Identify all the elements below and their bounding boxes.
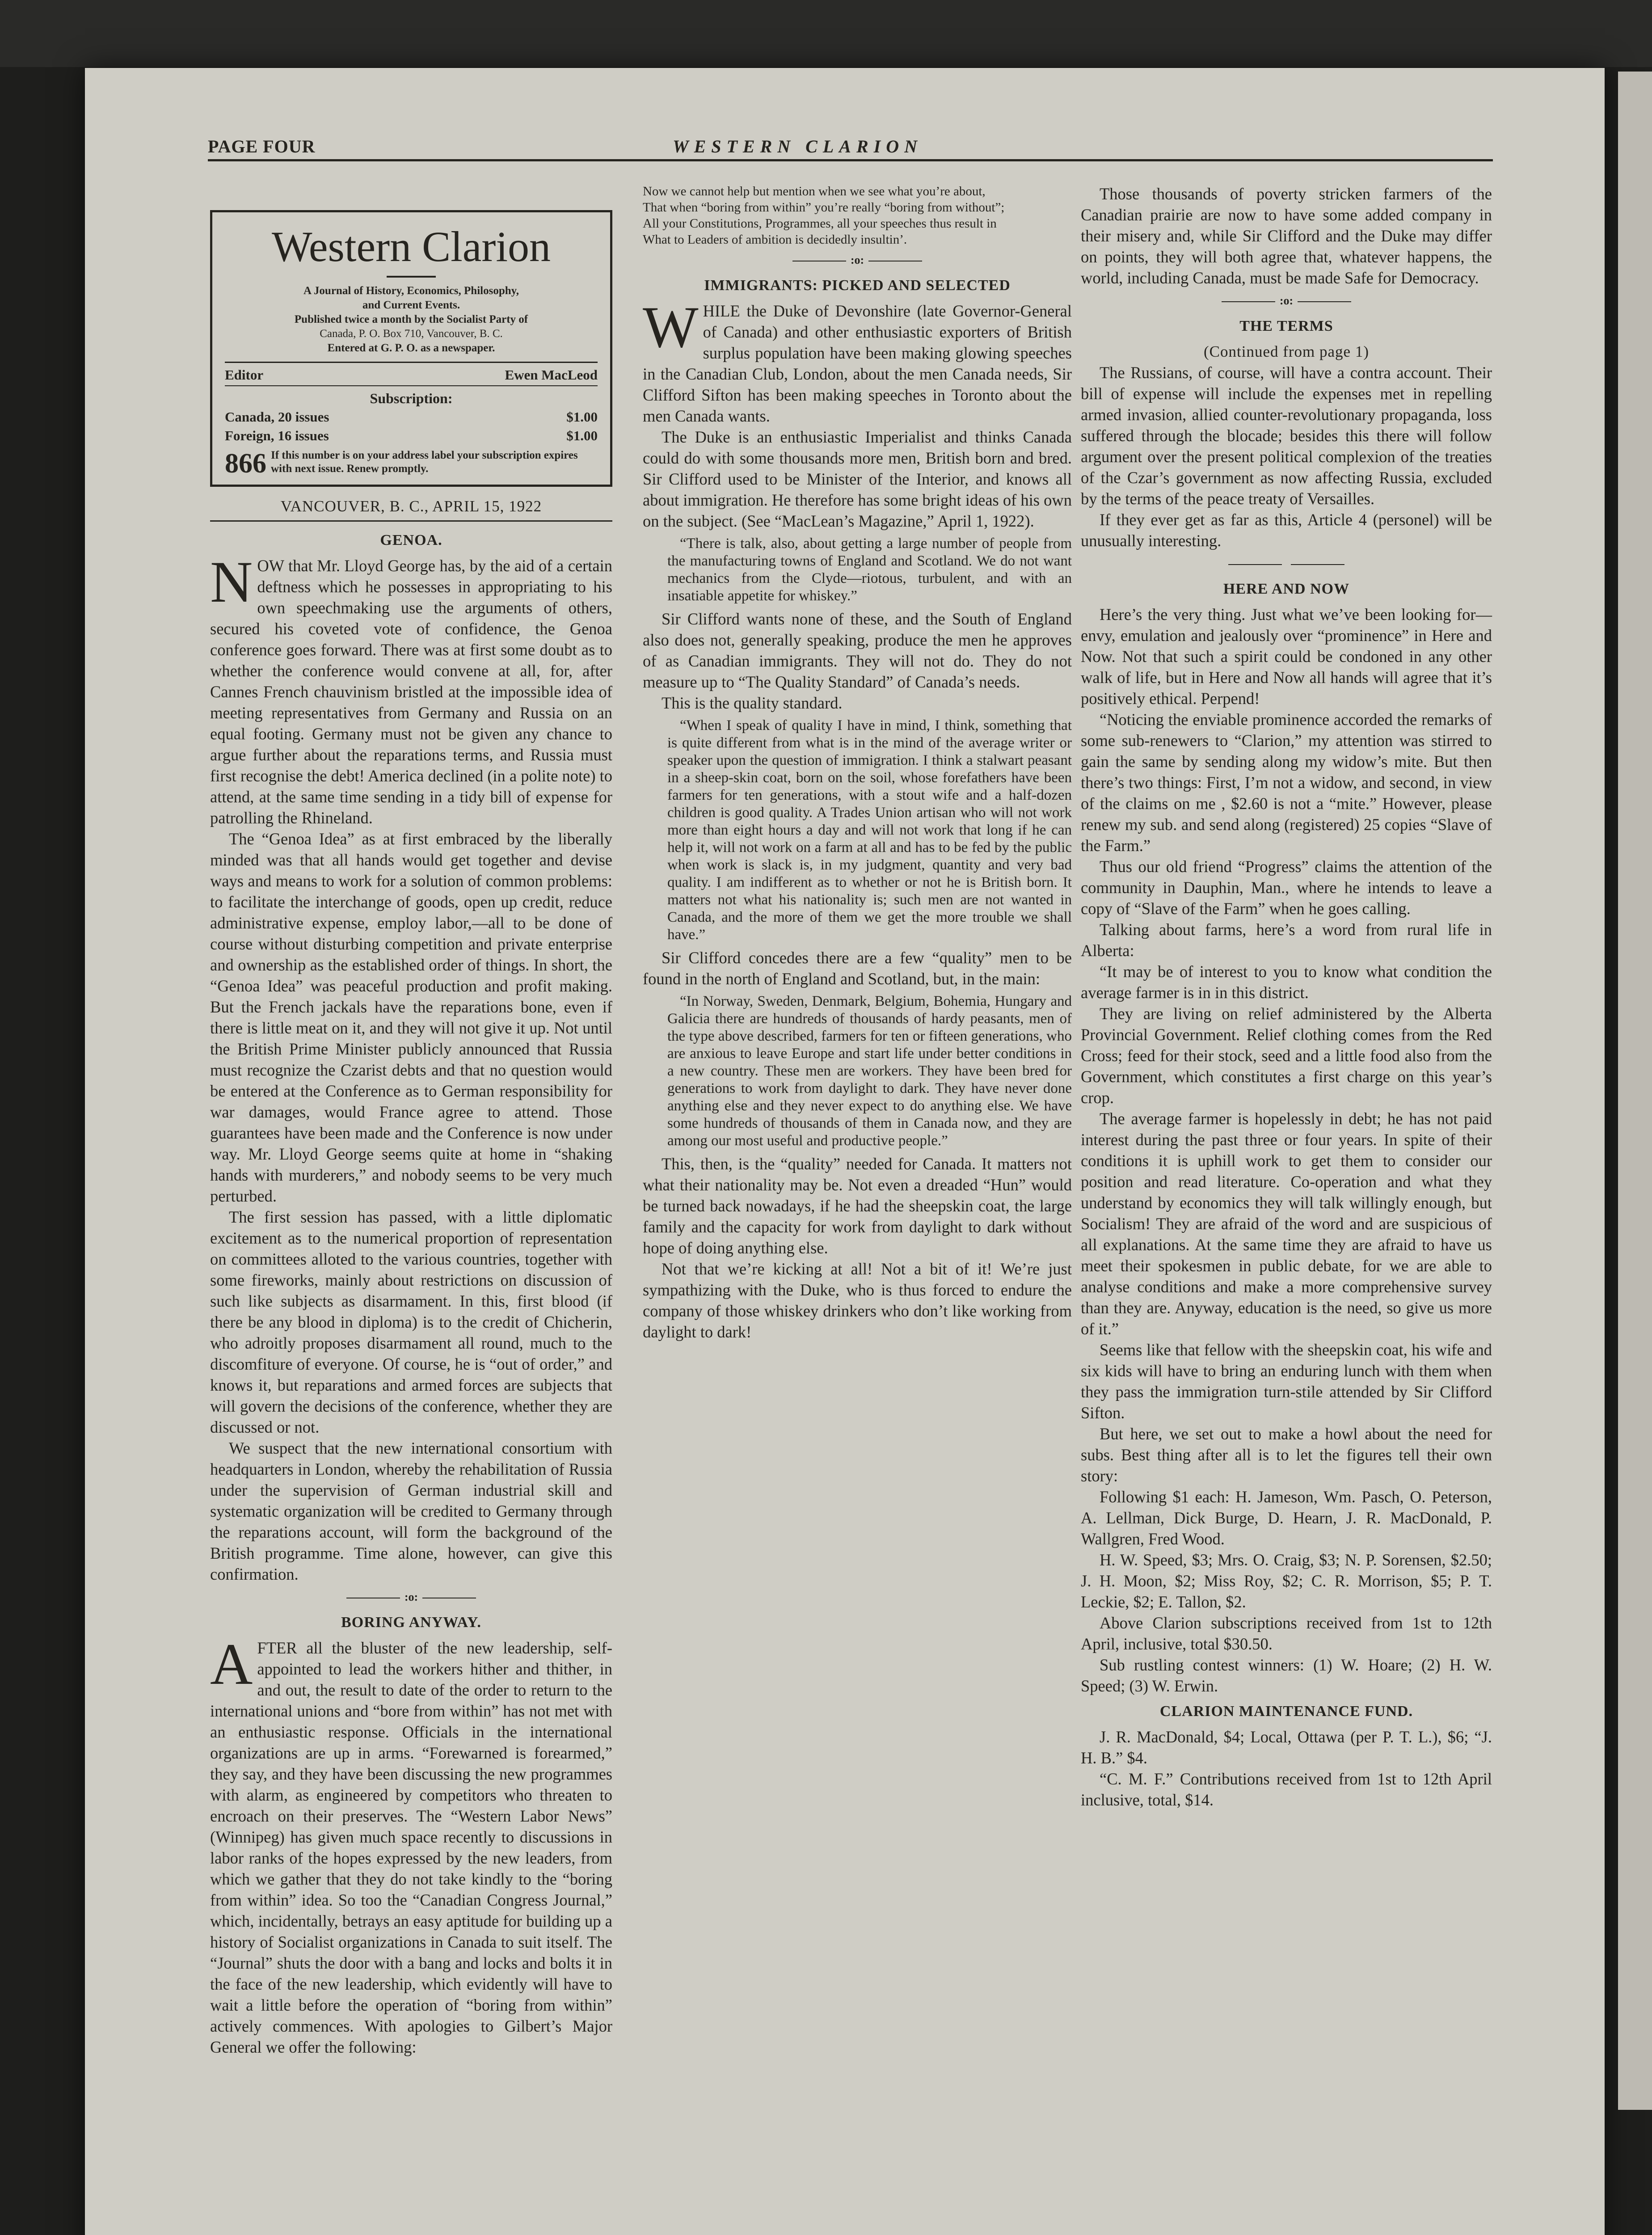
here-paragraph: Talking about farms, here’s a word from rural life in Alberta: bbox=[1081, 920, 1492, 960]
genoa-paragraph: We suspect that the new international consortium with headquarters in London, whereby the rehabilitation of Russia under the supervision of German industrial skill and systematic organization will be credited to Germany through the reparations account, will form the background of the British programme. Time alone, however, can give this confirmation. bbox=[210, 1439, 612, 1583]
section-separator: :o: bbox=[643, 249, 1072, 270]
canada-row bbox=[225, 408, 598, 426]
issue-number: 866 bbox=[225, 448, 266, 479]
here-paragraph: “Noticing the enviable prominence accorded the remarks of some sub-renewers to “Clarion,” my attention was stirred to gain the same by sending along my widow’s mite. But then there’s two things: First, I’m not a widow, and second, in view of the claims on me , $2.60 is not a “mite.” However, please renew my sub. and send along (registered) 25 copies “Slave of the Farm.” bbox=[1081, 710, 1492, 855]
immigrants-paragraph: Those thousands of poverty stricken farmers of the Canadian prairie are now to have some added company in their misery and, while Sir Clifford and the Duke may differ on points, they will both agree that, whatever happens, the world, including Canada, must be made Safe for Democracy. bbox=[1081, 185, 1492, 287]
scan-background bbox=[0, 0, 1652, 67]
fund-paragraph: “C. M. F.” Contributions received from 1st to 12th April inclusive, total, $14. bbox=[1081, 1770, 1492, 1809]
masthead-title: Western Clarion bbox=[271, 223, 551, 270]
subscription-label: Subscription: bbox=[370, 390, 453, 406]
terms-paragraph: If they ever get as far as this, Article 4 (personel) will be unusually interesting. bbox=[1081, 510, 1492, 550]
terms-paragraph: The Russians, of course, will have a contra account. Their bill of expense will include the expenses met in repelling armed invasion, allied counter-revolutionary propaganda, loss suffered through the blocade; besides this there will follow argument over the present political complexion of the treaties of the Czar’s government as now affecting Russia, excluded by the terms of the peace treaty of Versailles. bbox=[1081, 363, 1492, 508]
here-paragraph: “It may be of interest to you to know what condition the average farmer is in in this district. bbox=[1081, 962, 1492, 1002]
genoa-paragraph: The “Genoa Idea” as at first embraced by the liberally minded was that all hands would get together and devise ways and means to work for a solution of common problems: to facilitate the interchange of goods, open up credit, reduce administrative expense, employ labor,—all to be done of course without disturbing competition and private enterprise and ownership as the established order of things. In short, the “Genoa Idea” was peaceful production and profit making. But the French jackals have the reparations bone, even if there is little meat on it, and they will not give it up. Not until the British Prime Minister publicly announced that Russia must recognize the Czarist debts and that no question would be entered at the Conference as to German responsibility for war damages, would France agree to attend. Those guarantees have been made and the Conference is now under way. Mr. Lloyd George seems quite at home in “shaking hands with murderers,” and nobody seems to be very much perturbed. bbox=[210, 830, 612, 1205]
genoa-paragraph: NOW that Mr. Lloyd George has, by the aid of a certain deftness which he possesses in appropriating to his own speechmaking use the arguments of others, secured his coveted vote of confidence, the Genoa conference goes forward. There was at first some doubt as to whether the conference would convene at all, for, after Cannes French chauvinism bristled at the impossible idea of meeting representatives from Germany and Russia on an equal footing. Germany must not be given any chance to argue further about the reparations terms, and Russia must first recognise the debt! America declined (in a polite note) to attend, at the same time sending in a tidy bill of expense for patrolling the Rhineland. bbox=[210, 549, 613, 827]
editor-label: Editor bbox=[225, 367, 264, 383]
quotation: “There is talk, also, about getting a large number of people from the manufacturing towns of England and Scotland. We do not want mechanics from the Clyde—riotous, turbulent, and with an insatiable appetite for whiskey.” bbox=[667, 536, 1072, 604]
immigrants-paragraph: This is the quality standard. bbox=[662, 694, 843, 712]
verse-line: All your Constitutions, Programmes, all your speeches thus result in bbox=[643, 216, 997, 231]
here-paragraph: The average farmer is hopelessly in debt; he has not paid interest during the past three or four years. In spite of their conditions it is uphill work to get them to consider our position and read literature. Co-operation and what they understand by economics they will talk willingly enough, but Socialism! They are afraid of the word and are suspicious of all explanations. At the same time they are afraid to have us meet their spokesmen in public debate, for we are able to analyse conditions and make a more comprehensive survey than they are. Anyway, education is the need, so give us more of it.” bbox=[1081, 1109, 1492, 1338]
page-header bbox=[208, 136, 1493, 158]
here-paragraph: Following $1 each: H. Jameson, Wm. Pasch, O. Peterson, A. Lellman, Dick Burge, D. Hearn, J. R. MacDonald, P. Wallgren, Fred Wood. bbox=[1081, 1488, 1492, 1548]
immigrants-paragraph: The Duke is an enthusiastic Imperialist and thinks Canada could do with some thousands more men, British born and bred. Sir Clifford used to be Minister of the Interior, and knows all about immigration. He therefore has some bright ideas of his own on the subject. (See “MacLean’s Magazine,” April 1, 1922). bbox=[643, 428, 1072, 530]
column-2 bbox=[643, 183, 1072, 1342]
issue-notice bbox=[225, 449, 598, 478]
genoa-paragraph: The first session has passed, with a little diplomatic excitement as to the numerical proportion of representation on committees alloted to the various countries, together with some fireworks, mainly about restrictions on discussion of such like subjects as disarmament. In this, first blood (if there be any blood in diploma) is to the credit of Chicherin, who adroitly proposes disarmament all round, much to the discomfiture of everyone. Of course, he is “out of order,” and knows it, but reparations and armed forces are subjects that will govern the decisions of the conference, whether they are discussed or not. bbox=[210, 1208, 612, 1436]
canada-label: Canada, 20 issues bbox=[225, 409, 329, 425]
title-rule bbox=[387, 276, 436, 278]
quotation: “In Norway, Sweden, Denmark, Belgium, Bohemia, Hungary and Galicia there are hundreds of thousands of hardy peasants, men of the type above described, farmers for ten or fifteen generations, who are anxious to leave Europe and start life under better conditions in a new country. These men are workers. They have been bred for generations to work from daylight to dark. They have never done anything else and they never expect to do anything else. We have some hundreds of thousands of them in Canada now, and they are among our most useful and productive people.” bbox=[667, 993, 1072, 1149]
immigrants-paragraph: Sir Clifford wants none of these, and the South of England also does not, generally speaking, produce the men he approves of as Canadian immigrants. They will not do. They do not measure up to “The Quality Standard” of Canada’s needs. bbox=[643, 610, 1072, 691]
quotation: “When I speak of quality I have in mind, I think, something that is quite different from what is in the mind of the average writer or speaker upon the question of immigration. I think a stalwart peasant in a sheep-skin coat, born on the soil, whose forefathers have been farmers for ten generations, with a stout wife and a half-dozen children is good quality. A Trades Union artisan who will not work more than eight hours a day and will not work that long if he can help it, will not work on a farm at all and has to be fed by the public when work is slack is, in my judgment, quantity and very bad quality. I am indifferent as to whether or not he is British born. It matters not what his nationality is; such men are not wanted in Canada, and the more of them we get the more trouble we shall have.” bbox=[667, 717, 1072, 943]
here-paragraph: Above Clarion subscriptions received from 1st to 12th April, inclusive, total $30.50. bbox=[1081, 1614, 1492, 1653]
here-paragraph: Seems like that fellow with the sheepskin coat, his wife and six kids will have to bring an enduring lunch with them when they pass the immigration turn-stile attended by Sir Clifford Sifton. bbox=[1081, 1341, 1492, 1422]
boring-paragraph: AFTER all the bluster of the new leadership, self-appointed to lead the workers hither and thither, in and out, the result to date of the order to return to the international unions and “bore from within” has not met with an enthusiastic response. Officials in the international organizations are up in arms. “Forewarned is forearmed,” they say, and they have been discussing the new programmes with alarm, as engineered by competitors who threaten to encroach on their preserves. The “Western Labor News” (Winnipeg) has given much space recently to discussions in labor ranks of the hopes expressed by the new leaders, from which we gather that they do not take kindly to the “boring from within” idea. So too the “Canadian Congress Journal,” which, incidentally, betrays an easy aptitude for building up a history of Socialist organizations in Canada to suit itself. The “Journal” shuts the door with a bang and locks and bolts it in the face of the new leadership, which evidently will have to wait a little before the operation of “boring from within” actively commences. With apologies to Gilbert’s Major General we offer the following: bbox=[210, 1631, 612, 2056]
immigrants-paragraph: Not that we’re kicking at all! Not a bit of it! We’re just sympathizing with the Duke, who is thus forced to endure the company of those whiskey drinkers who don’t like working from daylight to dark! bbox=[643, 1260, 1072, 1341]
fund-heading: CLARION MAINTENANCE FUND. bbox=[1159, 1703, 1413, 1720]
immigrants-paragraph: This, then, is the “quality” needed for Canada. It matters not what their nationality may be. Not even a dreaded “Hun” would be turned back nowadays, if he had the sheepskin coat, the large family and the capacity for work from daylight to dark without hope of doing anything else. bbox=[643, 1155, 1072, 1257]
dateline-rule bbox=[210, 520, 612, 522]
genoa-heading: GENOA. bbox=[380, 532, 442, 548]
boring-heading: BORING ANYWAY. bbox=[341, 1614, 481, 1631]
verse-line: Now we cannot help but mention when we see what you’re about, bbox=[643, 184, 986, 198]
here-heading: HERE AND NOW bbox=[1223, 581, 1350, 597]
foreign-row bbox=[225, 426, 598, 445]
running-masthead: WESTERN CLARION bbox=[673, 136, 923, 156]
column-1 bbox=[210, 183, 612, 2058]
drop-cap: N bbox=[210, 549, 253, 615]
here-paragraph: Thus our old friend “Progress” claims the attention of the community in Dauphin, Man., where he intends to leave a copy of “Slave of the Farm” when he goes calling. bbox=[1081, 857, 1492, 918]
page-label: PAGE FOUR bbox=[208, 136, 316, 156]
foreign-price: $1.00 bbox=[566, 428, 598, 443]
column-3 bbox=[1081, 183, 1492, 1810]
section-separator: :o: bbox=[1081, 290, 1492, 311]
masthead-box bbox=[210, 210, 612, 487]
here-paragraph: Sub rustling contest winners: (1) W. Hoare; (2) H. W. Speed; (3) W. Erwin. bbox=[1081, 1656, 1492, 1695]
here-paragraph: But here, we set out to make a howl about the need for subs. Best thing after all is to let the figures tell their own story: bbox=[1081, 1425, 1492, 1485]
address-line: Canada, P. O. Box 710, Vancouver, B. C. bbox=[320, 328, 503, 340]
continued-note: (Continued from page 1) bbox=[1204, 343, 1369, 360]
renew-note: If this number is on your address label your subscription expires with next issue. Renew promptly. bbox=[271, 449, 578, 475]
editor-row bbox=[225, 366, 598, 384]
box-rule bbox=[225, 385, 598, 386]
immigrants-paragraph: WHILE the Duke of Devonshire (late Governor-General of Canada) and other enthusiastic exporters of British surplus population have been making glowing speeches in the Canadian Club, London, about the men Canada needs, Sir Clifford Sifton has been making speeches in Toronto about the men Canada wants. bbox=[643, 294, 1072, 425]
immigrants-paragraph: Sir Clifford concedes there are a few “quality” men to be found in the north of England and Scotland, but, in the main: bbox=[643, 949, 1072, 988]
here-paragraph: They are living on relief administered by the Alberta Provincial Government. Relief clothing comes from the Red Cross; feed for their stock, seed and a little food also from the Government, which constitutes a first charge on this year’s crop. bbox=[1081, 1004, 1492, 1107]
verse-line: That when “boring from within” you’re really “boring from without”; bbox=[643, 200, 1005, 215]
drop-cap: W bbox=[643, 294, 699, 360]
section-separator: :o: bbox=[210, 1586, 612, 1607]
tagline-2: and Current Events. bbox=[362, 299, 460, 311]
header-rule bbox=[208, 159, 1493, 161]
section-separator bbox=[1081, 553, 1492, 574]
fund-paragraph: J. R. MacDonald, $4; Local, Ottawa (per P. T. L.), $6; “J. H. B.” $4. bbox=[1081, 1728, 1492, 1767]
immigrants-heading: IMMIGRANTS: PICKED AND SELECTED bbox=[704, 277, 1011, 294]
foreign-label: Foreign, 16 issues bbox=[225, 428, 329, 443]
canada-price: $1.00 bbox=[566, 409, 598, 425]
tagline-1: A Journal of History, Economics, Philosophy, bbox=[303, 285, 519, 297]
adjacent-page-edge bbox=[1618, 72, 1652, 2110]
published-line: Published twice a month by the Socialist Party of bbox=[294, 313, 528, 325]
editor-name: Ewen MacLeod bbox=[505, 367, 598, 383]
dateline: VANCOUVER, B. C., APRIL 15, 1922 bbox=[280, 498, 542, 515]
entered-line: Entered at G. P. O. as a newspaper. bbox=[327, 342, 495, 354]
terms-heading: THE TERMS bbox=[1239, 318, 1333, 334]
box-rule bbox=[225, 362, 598, 363]
verse-line: What to Leaders of ambition is decidedly insultin’. bbox=[643, 232, 907, 247]
here-paragraph: H. W. Speed, $3; Mrs. O. Craig, $3; N. P. Sorensen, $2.50; J. H. Moon, $2; Miss Roy, $2; C. R. Morrison, $5; P. T. Leckie, $2; E. Tallon, $2. bbox=[1081, 1551, 1492, 1611]
here-paragraph: Here’s the very thing. Just what we’ve been looking for—envy, emulation and jealously over “prominence” in Here and Now. Not that such a spirit could be condoned in any other walk of life, but in Here and Now all hands will agree that it’s positively ethical. Perpend! bbox=[1081, 605, 1492, 708]
drop-cap: A bbox=[210, 1631, 253, 1697]
